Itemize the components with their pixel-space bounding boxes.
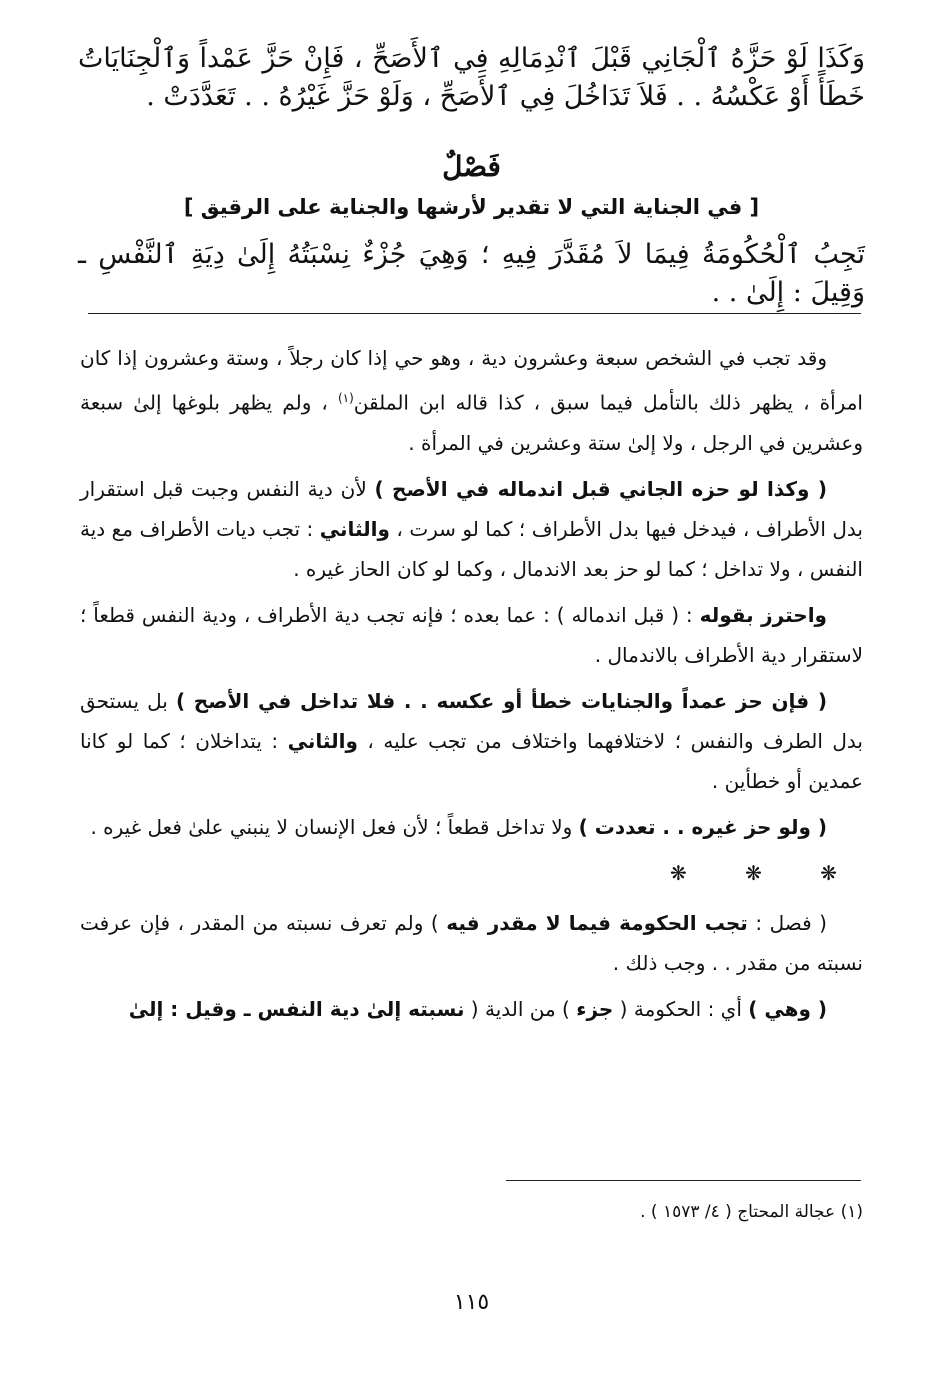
commentary-paragraph bbox=[80, 469, 863, 589]
text-run: : يتداخلان ؛ كما لو كانا عمدين أو خطأين . bbox=[80, 728, 863, 793]
quoted-matn: تجب الحكومة فيما لا مقدر فيه bbox=[446, 910, 748, 935]
matn-block-top bbox=[78, 40, 865, 116]
footnote-separator bbox=[506, 1180, 861, 1181]
section-title: [ في الجناية التي لا تقدير لأرشها والجناية على الرقيق ] bbox=[183, 195, 760, 219]
footnote-ref: (١) bbox=[337, 391, 354, 405]
section-divider-stars: ❋ ❋ ❋ bbox=[670, 860, 863, 885]
quoted-matn: ( ولو حز غيره . . تعددت ) bbox=[578, 814, 827, 839]
section-heading: فَصْلٌ bbox=[442, 150, 501, 183]
commentary-paragraph bbox=[80, 903, 863, 983]
text-run: أي : الحكومة ( bbox=[613, 996, 749, 1021]
quoted-matn: ( فإن حز عمداً والجنايات خطأ أو عكسه . . فلا تداخل في الأصح ) bbox=[175, 688, 827, 713]
commentary-paragraph bbox=[80, 681, 863, 801]
commentary-paragraph bbox=[80, 338, 863, 463]
matn-text-1: وَكَذَا لَوْ حَزَّهُ ٱلْجَانِي قَبْلَ ٱنْدِمَالِهِ فِي ٱلأَصَحِّ ، فَإِنْ حَزَّ عَمْداً وَٱلْجِنَايَاتُ خَطَأً أَوْ عَكْسُهُ . . فَلاَ تَدَاخُلَ فِي ٱلأَصَحِّ ، وَلَوْ حَزَّ غَيْرُهُ . . تَعَدَّدَتْ . bbox=[78, 43, 865, 112]
text-run: ولا تداخل قطعاً ؛ لأن فعل الإنسان لا ينبني علىٰ فعل غيره . bbox=[90, 814, 579, 839]
text-run: ) ولم تعرف نسبته من المقدر ، فإن عرفت نسبته من مقدر . . وجب ذلك . bbox=[80, 910, 863, 975]
matn-text-2: تَجِبُ ٱلْحُكُومَةُ فِيمَا لاَ مُقَدَّرَ فِيهِ ؛ وَهِيَ جُزْءٌ نِسْبَتُهُ إِلَىٰ دِيَةِ ٱلنَّفْسِ ـ وَقِيلَ : إِلَىٰ . . bbox=[78, 239, 865, 308]
text-run: لأن دية النفس وجبت قبل استقرار بدل الأطراف ، فيدخل فيها بدل الأطراف ؛ كما لو سرت ، bbox=[80, 476, 863, 541]
bold-term: واحترز بقوله bbox=[699, 602, 827, 627]
text-run: وقد تجب في الشخص سبعة وعشرون دية ، وهو حي إذا كان رجلاً ، وستة وعشرون إذا كان امرأة ، يظهر ذلك بالتأمل فيما سبق ، كذا قاله ابن الملقن bbox=[80, 346, 863, 415]
text-run: ( فصل : bbox=[747, 910, 827, 935]
text-run: : تجب ديات الأطراف مع دية النفس ، ولا تداخل ؛ كما لو حز بعد الاندمال ، وكما لو كان الحاز غيره . bbox=[80, 516, 863, 581]
commentary-block bbox=[80, 338, 863, 1035]
footnote: (١) عجالة المحتاج ( ٤/ ١٥٧٣ ) . bbox=[640, 1202, 863, 1222]
text-run: : ( قبل اندماله ) : عما بعده ؛ فإنه تجب دية الأطراف ، ودية النفس قطعاً ؛ لاستقرار دية الأطراف بالاندمال . bbox=[80, 602, 863, 667]
commentary-paragraph bbox=[80, 807, 863, 847]
text-run: ، ولم يظهر بلوغها إلىٰ سبعة وعشرين في الرجل ، ولا إلىٰ ستة وعشرين في المرأة . bbox=[80, 390, 863, 455]
text-run: بل يستحق بدل الطرف والنفس ؛ لاختلافهما واختلاف من تجب عليه ، bbox=[80, 688, 863, 753]
matn-block-bottom bbox=[78, 236, 865, 312]
quoted-matn: جزء bbox=[576, 996, 614, 1021]
text-run: ) من الدية ( bbox=[464, 996, 577, 1021]
commentary-paragraph bbox=[80, 989, 863, 1029]
quoted-matn: ( وكذا لو حزه الجاني قبل اندماله في الأصح ) bbox=[374, 476, 827, 501]
bold-term: والثاني bbox=[319, 516, 390, 541]
quoted-matn: نسبته إلىٰ دية النفس ـ وقيل : إلىٰ bbox=[128, 996, 465, 1021]
commentary-paragraph bbox=[80, 595, 863, 675]
bold-term: والثاني bbox=[287, 728, 358, 753]
quoted-matn: ( وهي ) bbox=[748, 996, 827, 1021]
page-number: ١١٥ bbox=[453, 1290, 490, 1315]
separator-line bbox=[88, 313, 861, 314]
